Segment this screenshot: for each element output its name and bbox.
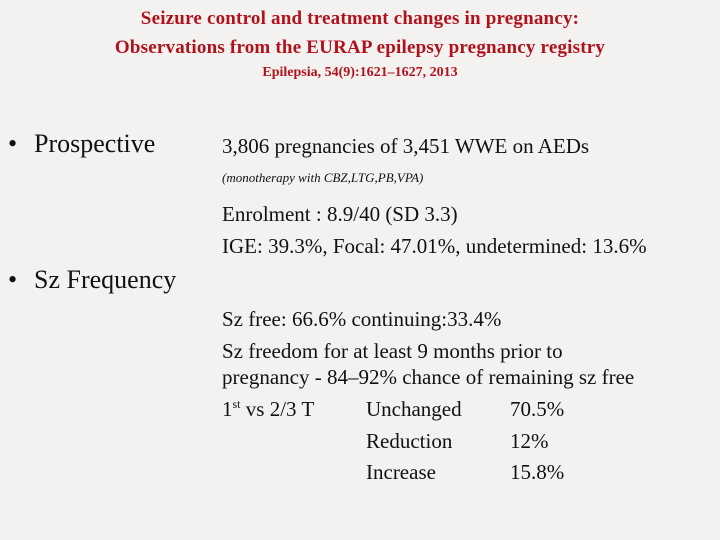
monotherapy-note: (monotherapy with CBZ,LTG,PB,VPA) (222, 170, 424, 185)
sz-freedom-line-2: pregnancy - 84–92% chance of remaining sz free (222, 365, 635, 389)
bullet-sz-frequency (8, 265, 176, 295)
enrolment-text: Enrolment : 8.9/40 (SD 3.3) (222, 202, 458, 226)
epilepsy-types-text: IGE: 39.3%, Focal: 47.01%, undetermined: 13.6% (222, 234, 647, 258)
change-value: 12% (510, 429, 549, 453)
change-label: Reduction (366, 429, 453, 453)
sz-free-text: Sz free: 66.6% continuing:33.4% (222, 307, 502, 331)
pregnancies-text: 3,806 pregnancies of 3,451 WWE on AEDs (222, 134, 590, 158)
change-label: Increase (366, 460, 436, 484)
bullet-label: Prospective (34, 129, 156, 158)
bullet-icon: • (8, 129, 18, 158)
change-value: 70.5% (510, 397, 565, 421)
sz-freedom-line-1: Sz freedom for at least 9 months prior to (222, 339, 563, 363)
bullet-icon: • (8, 265, 18, 294)
bullet-prospective (8, 129, 155, 159)
bullet-label: Sz Frequency (34, 265, 177, 294)
trimester-comparison-label: 1st vs 2/3 T (222, 397, 315, 421)
change-value: 15.8% (510, 460, 565, 484)
change-label: Unchanged (366, 397, 462, 421)
title-line-2: Observations from the EURAP epilepsy pregnancy registry (114, 37, 606, 58)
citation: Epilepsia, 54(9):1621–1627, 2013 (262, 65, 458, 80)
title-line-1: Seizure control and treatment changes in pregnancy: (140, 8, 580, 29)
